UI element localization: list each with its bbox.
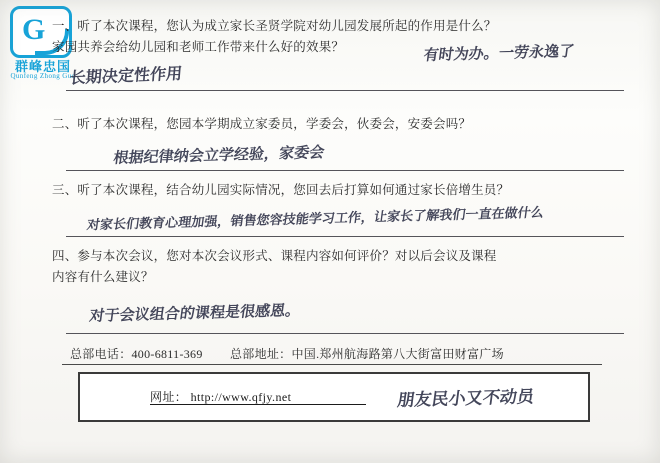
url-underline <box>150 404 366 405</box>
footer-url: 网址： http://www.qfjy.net <box>150 390 292 404</box>
question-3 <box>52 182 632 199</box>
footer-divider <box>62 364 602 365</box>
footer-address: 总部地址：中国.郑州航海路第八大街富田财富广场 <box>229 347 504 361</box>
bottom-handwritten-note: 朋友民小又不动员 <box>396 387 536 410</box>
logo-name-pinyin: Qunfeng Zhong Guo <box>10 72 76 80</box>
answer-2-line1: 根据纪律纳会立学经验，家委会 <box>112 145 326 167</box>
questionnaire-body <box>52 8 648 348</box>
answer-1-line2: 长期决定性作用 <box>68 65 183 88</box>
question-1-line2: 家园共养会给幼儿园和老师工作带来什么好的效果？ <box>52 40 345 54</box>
logo-name-cn: 群峰忠国 <box>14 59 71 74</box>
footer-contact <box>70 345 600 362</box>
question-2 <box>52 116 632 133</box>
question-4-line2: 内容有什么建议？ <box>52 270 154 284</box>
footer-phone: 总部电话：400-6811-369 <box>70 347 203 361</box>
question-4 <box>52 248 632 286</box>
question-2-line1: 听了本次课程，您园本学期成立家委员，学委会，伙委会，安委会吗？ <box>77 117 472 131</box>
answer-1-line1: 有时为办。一劳永逸了 <box>422 43 576 65</box>
question-3-line1: 听了本次课程，结合幼儿园实际情况，您回去后打算如何通过家长倍增生员？ <box>77 183 510 197</box>
answer-3-line1: 对家长们教育心理加强，销售您容技能学习工作，让家长了解我们一直在做什么 <box>85 204 545 233</box>
question-1-number: 一、 <box>52 19 78 33</box>
answer-4-line1: 对于会议组合的课程是很感恩。 <box>88 303 302 325</box>
question-2-number: 二、 <box>52 117 78 131</box>
answer-rule-4 <box>66 333 624 334</box>
answer-rule-3 <box>66 236 624 237</box>
question-4-number: 四、 <box>52 249 78 263</box>
answer-rule-2 <box>66 170 624 171</box>
logo-letter: G <box>22 13 46 46</box>
question-3-number: 三、 <box>52 183 78 197</box>
answer-rule-1 <box>66 90 624 91</box>
question-1-line1: 听了本次课程，您认为成立家长圣贤学院对幼儿园发展所起的作用是什么？ <box>77 19 497 33</box>
question-4-line1: 参与本次会议，您对本次会议形式、课程内容如何评价？对以后会议及课程 <box>77 249 497 263</box>
